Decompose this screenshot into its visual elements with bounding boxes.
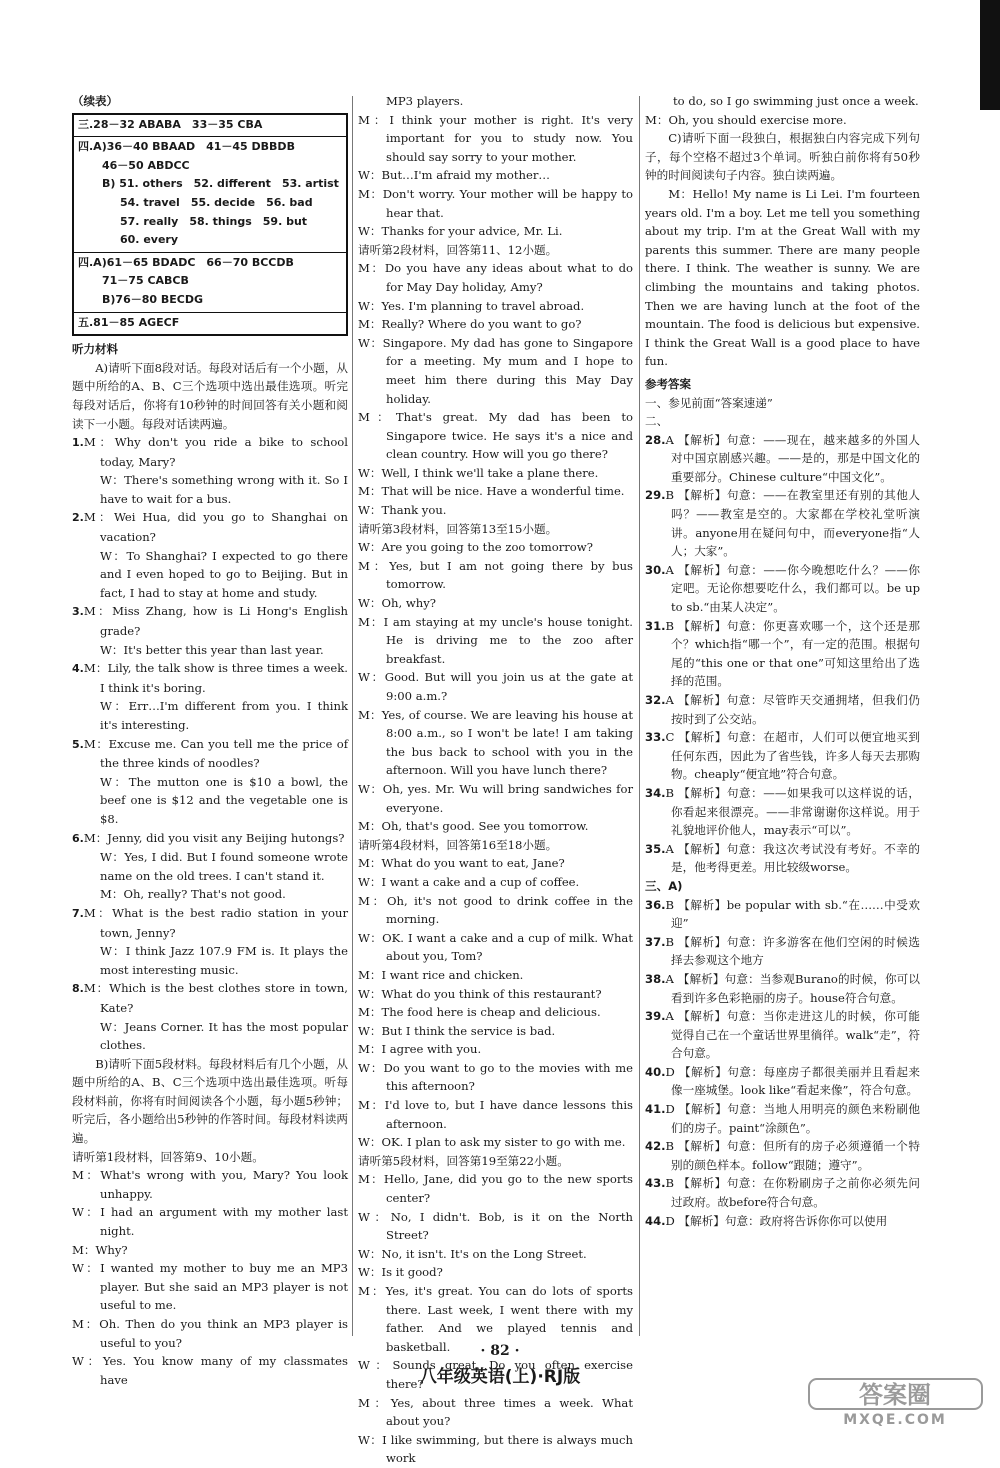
- question-number: 38.: [645, 971, 666, 986]
- dialogue-line: M：That will be nice. Have a wonderful time.: [358, 484, 625, 499]
- dialogue-line: W：Yes, I did. But I found someone wrote name on the old trees. I can't stand it.: [100, 850, 348, 883]
- explanation-text: B 【解析】句意：——在教室里还有别的其他人吗？——教室是空的。大家都在学校礼堂听演讲。anyone用在疑问句中，而everyone指“人人；大家”。: [665, 488, 920, 559]
- dialogue-line: M：Oh, really? That's not good.: [100, 887, 286, 902]
- dialogue-text: M：Why don't you ride a bike to school today, Mary?: [83, 435, 348, 469]
- continued-tag: （续表）: [72, 94, 118, 108]
- dialogue-line: M：Hello, Jane, did you go to the new sports center?: [358, 1172, 633, 1206]
- dialogue-list: [72, 433, 348, 1055]
- explanation-item: [645, 1007, 920, 1063]
- dialogue-line: W：But…I'm afraid my mother…: [358, 168, 550, 183]
- answer-row: B) 51. others 52. different 53. artist: [102, 177, 339, 191]
- dialogue-item: [72, 904, 348, 979]
- explanation-text: C 【解析】句意：在超市，人们可以便宜地买到任何东西，因此为了省些钱，许多人每天去那购物。cheaply“便宜地”符合句意。: [665, 730, 920, 782]
- dialogue-text: M：Lily, the talk show is three times a week. I think it's boring.: [83, 661, 348, 695]
- question-number: 31.: [645, 618, 666, 633]
- answer-key-table: [72, 113, 348, 337]
- dialogue-line: W：I wanted my mother to buy me an MP3 player. But she said an MP3 player is not useful to me.: [72, 1261, 348, 1313]
- dialogue-text: M：Jenny, did you visit any Beijing hutongs?: [83, 830, 345, 845]
- dialogue-line: M：I think your mother is right. It's very important for you to study now. You should say sorry to your mother.: [358, 112, 633, 164]
- dialogue-text: M：Wei Hua, did you go to Shanghai on vacation?: [83, 510, 348, 545]
- dialogue-line: [72, 659, 348, 697]
- question-number: 34.: [645, 785, 666, 800]
- answer-row: B)76－80 BECDG: [102, 292, 203, 306]
- explanation-item: [645, 728, 920, 784]
- column-middle: [358, 92, 633, 1468]
- answer-section: [74, 137, 346, 253]
- dialogue-line: [72, 602, 348, 640]
- explanation-item: [645, 896, 920, 933]
- dialogue-line: [72, 508, 348, 546]
- answer-section: [74, 313, 346, 335]
- dialogue-line: W：Yes. You know many of my classmates have: [72, 1354, 348, 1387]
- dialogue-item: [72, 433, 348, 508]
- answer-row: 60. every: [120, 233, 179, 247]
- reference-answers-heading: 参考答案: [645, 376, 691, 391]
- dialogue-line: W：There's something wrong with it. So I have to wait for a bus.: [100, 473, 348, 506]
- listening-intro-c: C)请听下面一段独白，根据独白内容完成下列句子，每个空格不超过3个单词。听独白前你将有50秒钟的时间阅读句子内容。独白读两遍。: [645, 131, 920, 183]
- dialogue-line: W：Err…I'm different from you. I think it's interesting.: [100, 699, 348, 732]
- dialogue-line: W：But I think the service is bad.: [358, 1023, 556, 1038]
- passage-lines: [358, 259, 633, 519]
- monologue-text: M：Hello! My name is Li Lei. I'm fourteen years old. I'm a boy. Let me tell you something about my trip. I'm at the Great Wall with my parents this summer. There are many people there. I think. The weather is sunny. We are climbing the mountains and taking photos. Then we are having lunch at the foot of the mountain. The food is delicious but expensive. I think the Great Wall is a good place to have fun.: [645, 186, 920, 369]
- passage-lines: [358, 1170, 633, 1468]
- dialogue-line: [72, 829, 348, 849]
- listening-intro-b: B)请听下面5段材料。每段材料后有几个小题，从题中所给的A、B、C三个选项中选出最佳选项。听每段材料前，你将有时间阅读各个小题，每小题5秒钟；听完后，各小题给出5秒钟的作答时间。每段材料读两遍。: [72, 1056, 348, 1146]
- dialogue-line: W：To Shanghai? I expected to go there and I even hoped to go to Beijing. But in fact, I had to stay at home and study.: [100, 548, 348, 600]
- column-divider: [352, 96, 353, 1336]
- column-divider: [639, 96, 640, 1336]
- continued-line: MP3 players.: [386, 94, 464, 108]
- page-edge-tab: [980, 0, 1000, 110]
- dialogue-number: 5.: [72, 737, 84, 751]
- explanation-text: A 【解析】句意：——现在，越来越多的外国人对中国京剧感兴趣。——是的，那是中国文化的重要部分。Chinese culture“中国文化”。: [665, 432, 920, 484]
- explanation-item: [645, 691, 920, 728]
- dialogue-number: 1.: [72, 436, 84, 450]
- dialogue-line: W：What do you think of this restaurant?: [358, 986, 602, 1001]
- dialogue-line: M：Oh, that's good. See you tomorrow.: [358, 819, 589, 834]
- explanation-item: [645, 784, 920, 840]
- question-number: 三、A): [645, 878, 683, 893]
- explanation-item: [645, 617, 920, 691]
- explanation-item: [645, 933, 920, 970]
- explanation-item: [645, 1174, 920, 1211]
- explanation-text: A 【解析】句意：当参观Burano的时候，你可以看到许多色彩艳丽的房子。house符合句意。: [665, 971, 920, 1005]
- dialogue-line: W：Thanks for your advice, Mr. Li.: [358, 224, 563, 239]
- dialogue-line: M：Oh, it's not good to drink coffee in the morning.: [358, 893, 633, 927]
- explanation-item: [645, 486, 920, 560]
- question-number: 29.: [645, 488, 666, 503]
- listening-intro-a: A)请听下面8段对话。每段对话后有一个小题，从题中所给的A、B、C三个选项中选出最佳选项。听完每段对话后，你将有10秒钟的时间回答有关小题和阅读下一小题。每段对话读两遍。: [72, 360, 348, 431]
- column-left: [72, 92, 348, 1389]
- dialogue-line: W：Are you going to the zoo tomorrow?: [358, 540, 593, 555]
- dialogue-line: M：I am staying at my uncle's house tonight. He is driving me to the zoo after breakfast.: [358, 614, 633, 666]
- passage-intro: 请听第5段材料，回答第19至第22小题。: [358, 1153, 569, 1168]
- dialogue-number: 8.: [72, 982, 84, 996]
- dialogue-item: [72, 979, 348, 1054]
- passage-intro: 请听第4段材料，回答第16至18小题。: [358, 837, 558, 852]
- explanation-list: [645, 431, 920, 1231]
- dialogue-text: M：Excuse me. Can you tell me the price of the three kinds of noodles?: [83, 736, 348, 771]
- dialogue-line: W：Thank you.: [358, 503, 447, 518]
- dialogue-line: W：I think Jazz 107.9 FM is. It plays the most interesting music.: [100, 944, 348, 977]
- dialogue-line: W：Yes. I'm planning to travel abroad.: [358, 298, 585, 313]
- explanation-text: D 【解析】句意：政府将告诉你你可以使用: [665, 1213, 888, 1228]
- dialogue-line: M：That's great. My dad has been to Singapore twice. He says it's a nice and clean country. How will you go there?: [358, 410, 633, 462]
- explanation-item: [645, 561, 920, 617]
- explanation-text: B 【解析】句意：但所有的房子必须遵循一个特别的颜色样本。follow“跟随；遵守”。: [665, 1139, 920, 1172]
- dialogue-line: M：Really? Where do you want to go?: [358, 317, 582, 332]
- dialogue-line: M：What's wrong with you, Mary? You look unhappy.: [72, 1168, 348, 1201]
- dialogue-text: M：What is the best radio station in your town, Jenny?: [83, 905, 348, 940]
- reference-note: 一、参见前面“答案速递”: [645, 395, 773, 410]
- dialogue-number: 3.: [72, 605, 84, 619]
- explanation-text: A 【解析】句意：当你走进这儿的时候，你可能觉得自己在一个童话世界里徜徉。walk“走”，符合句意。: [665, 1009, 920, 1061]
- dialogue-line: W：OK. I plan to ask my sister to go with me.: [358, 1135, 626, 1150]
- dialogue-line: M：Oh. Then do you think an MP3 player is useful to you?: [72, 1317, 348, 1350]
- passage-intro: 请听第3段材料，回答第13至15小题。: [358, 521, 558, 536]
- dialogue-line: W：No, it isn't. It's on the Long Street.: [358, 1246, 587, 1261]
- explanation-text: B 【解析】be popular with sb.“在……中受欢迎”: [665, 897, 920, 931]
- dialogue-line: M：Do you have any ideas about what to do for May Day holiday, Amy?: [358, 261, 633, 294]
- answer-row: 71－75 CABCB: [102, 274, 189, 288]
- answer-row: 54. travel 55. decide 56. bad: [120, 195, 313, 209]
- dialogue-item: [72, 508, 348, 602]
- answer-row: 四.A)36－40 BBAAD 41－45 DBBDB: [78, 140, 295, 154]
- dialogue-line: M：The food here is cheap and delicious.: [358, 1005, 601, 1020]
- watermark-url: MXQE.COM: [843, 1412, 947, 1426]
- dialogue-line: W：No, I didn't. Bob, is it on the North Street?: [358, 1209, 633, 1243]
- explanation-item: [645, 840, 920, 877]
- dialogue-number: 2.: [72, 511, 84, 525]
- question-number: 32.: [645, 693, 666, 707]
- passage-intro: 请听第1段材料，回答第9、10小题。: [72, 1149, 264, 1164]
- question-number: 28.: [645, 432, 666, 447]
- dialogue-text: M：Miss Zhang, how is Li Hong's English grade?: [83, 604, 348, 639]
- dialogue-line: M：I agree with you.: [358, 1042, 482, 1057]
- answer-row: 三.28－32 ABABA 33－35 CBA: [78, 117, 263, 131]
- dialogue-line: M：Why?: [72, 1242, 128, 1257]
- explanation-text: B 【解析】句意：许多游客在他们空闲的时候选择去参观这个地方: [665, 934, 920, 968]
- question-number: 41.: [645, 1102, 666, 1117]
- dialogue-line: W：Do you want to go to the movies with me this afternoon?: [358, 1060, 633, 1094]
- explanation-item: [645, 1063, 920, 1100]
- dialogue-line: M：Don't worry. Your mother will be happy to hear that.: [358, 186, 633, 220]
- dialogue-line: W：Oh, yes. Mr. Wu will bring sandwiches for everyone.: [358, 781, 633, 815]
- dialogue-line: W：Jeans Corner. It has the most popular clothes.: [100, 1019, 348, 1053]
- dialogue-line: W：Good. But will you join us at the gate at 9:00 a.m.?: [358, 670, 633, 703]
- explanation-text: A 【解析】句意：尽管昨天交通拥堵，但我们仍按时到了公交站。: [665, 693, 920, 726]
- explanation-text: D 【解析】句意：当地人用明亮的颜色来粉刷他们的房子。paint“涂颜色”。: [665, 1102, 920, 1135]
- explanation-item: [645, 1137, 920, 1174]
- explanation-text: D 【解析】句意：每座房子都很美丽并且看起来像一座城堡。look like“看起来像”，符合句意。: [665, 1064, 920, 1098]
- dialogue-line: M：Yes, about three times a week. What about you?: [358, 1395, 633, 1429]
- answer-row: 四.A)61－65 BDADC 66－70 BCCDB: [78, 255, 294, 269]
- passage-lines: [358, 854, 633, 1152]
- dialogue-item: [72, 735, 348, 829]
- question-number: 44.: [645, 1213, 666, 1228]
- dialogue-item: [72, 829, 348, 904]
- dialogue-number: 4.: [72, 662, 84, 676]
- explanation-text: A 【解析】句意：我这次考试没有考好。不幸的是，他考得更差。用比较级worse。: [665, 841, 920, 875]
- question-number: 33.: [645, 730, 666, 745]
- dialogue-text: M：Which is the best clothes store in town, Kate?: [83, 981, 348, 1015]
- dialogue-line: W：Singapore. My dad has gone to Singapore for a meeting. My mum and I hope to meet him there during this May Day holiday.: [358, 335, 633, 406]
- question-number: 43.: [645, 1176, 666, 1191]
- watermark-logo: [808, 1378, 983, 1426]
- column-right: [645, 92, 920, 1230]
- dialogue-line: W：OK. I want a cake and a cup of milk. What about you, Tom?: [358, 930, 633, 964]
- explanation-item: [645, 1212, 920, 1231]
- dialogue-item: [72, 659, 348, 734]
- watermark-logo-graphic: [808, 1378, 983, 1426]
- dialogue-number: 7.: [72, 906, 84, 920]
- dialogue-line: M：Yes, it's great. You can do lots of sports there. Last week, I went there with my father. And we played tennis and basketball.: [358, 1284, 633, 1354]
- reference-section-label: 二、: [645, 414, 669, 429]
- question-number: 30.: [645, 562, 666, 577]
- explanation-text: B 【解析】句意：——如果我可以这样说的话，你看起来很漂亮。——非常谢谢你这样说。用于礼貌地评价他人，may表示“可以”。: [665, 785, 920, 838]
- dialogue-line: W：Sounds great. Do you often exercise there?: [358, 1358, 633, 1391]
- explanation-text: B 【解析】句意：你更喜欢哪一个，这个还是那个？which指“哪一个”，有一定的范围。根据句尾的“this one or that one”可知这里给出了选择的范围。: [665, 618, 920, 689]
- explanation-item: [645, 970, 920, 1007]
- answer-section: [74, 115, 346, 138]
- question-number: 42.: [645, 1139, 666, 1154]
- answer-section: [74, 253, 346, 313]
- book-label: 八年级英语(上)·RJ版: [419, 1367, 581, 1387]
- explanation-item: [645, 877, 920, 896]
- listening-heading: 听力材料: [72, 342, 118, 357]
- question-number: 36.: [645, 897, 666, 912]
- dialogue-line: W：I had an argument with my mother last night.: [72, 1205, 348, 1239]
- explanation-text: B 【解析】句意：在你粉刷房子之前你必须先问过政府。故before符合句意。: [665, 1176, 920, 1210]
- answer-row: 五.81－85 AGECF: [78, 315, 180, 329]
- dialogue-line: M：Yes, of course. We are leaving his house at 8:00 a.m., so I won't be late! I am taking the bus back to school with you in the afternoon. Will you have lunch there?: [358, 707, 633, 778]
- dialogue-line: W：Well, I think we'll take a plane there.: [358, 465, 599, 480]
- explanation-item: [645, 431, 920, 487]
- question-number: 40.: [645, 1064, 666, 1079]
- question-number: 39.: [645, 1009, 666, 1024]
- dialogue-line: M：Oh, you should exercise more.: [645, 112, 847, 127]
- explanation-text: A 【解析】句意：——你今晚想吃什么？——你定吧。无论你想要吃什么，我们都可以。be up to sb.“由某人决定”。: [665, 562, 920, 615]
- dialogue-line: [72, 979, 348, 1017]
- dialogue-line: W：I want a cake and a cup of coffee.: [358, 874, 580, 889]
- question-number: 37.: [645, 934, 666, 949]
- dialogue-line: W：Oh, why?: [358, 596, 437, 611]
- dialogue-line: W：The mutton one is $10 a bowl, the beef one is $12 and the vegetable one is $8.: [100, 774, 348, 826]
- dialogue-line: [72, 433, 348, 471]
- dialogue-number: 6.: [72, 831, 84, 845]
- dialogue-line: [72, 904, 348, 942]
- dialogue-line: M：Yes, but I am not going there by bus tomorrow.: [358, 558, 633, 592]
- answer-row: 57. really 58. things 59. but: [120, 214, 308, 228]
- dialogue-line: M：I want rice and chicken.: [358, 967, 524, 982]
- dialogue-line: W：It's better this year than last year.: [100, 642, 324, 657]
- passage-lines: [358, 111, 633, 241]
- continued-line: to do, so I go swimming just once a week.: [673, 94, 919, 108]
- dialogue-line: [72, 735, 348, 773]
- explanation-item: [645, 1100, 920, 1137]
- dialogue-line: M：What do you want to eat, Jane?: [358, 856, 565, 871]
- passage-intro: 请听第2段材料，回答第11、12小题。: [358, 242, 558, 257]
- watermark-text: 答案圈: [859, 1381, 931, 1409]
- question-number: 35.: [645, 841, 666, 856]
- passage-lines: [358, 538, 633, 836]
- page-number: · 82 ·: [480, 1343, 520, 1359]
- dialogue-line: W：I like swimming, but there is always much work: [358, 1432, 633, 1466]
- answer-row: 46－50 ABDCC: [102, 158, 190, 172]
- dialogue-line: W：Is it good?: [358, 1265, 443, 1280]
- dialogue-item: [72, 602, 348, 659]
- dialogue-line: M：I'd love to, but I have dance lessons this afternoon.: [358, 1098, 633, 1131]
